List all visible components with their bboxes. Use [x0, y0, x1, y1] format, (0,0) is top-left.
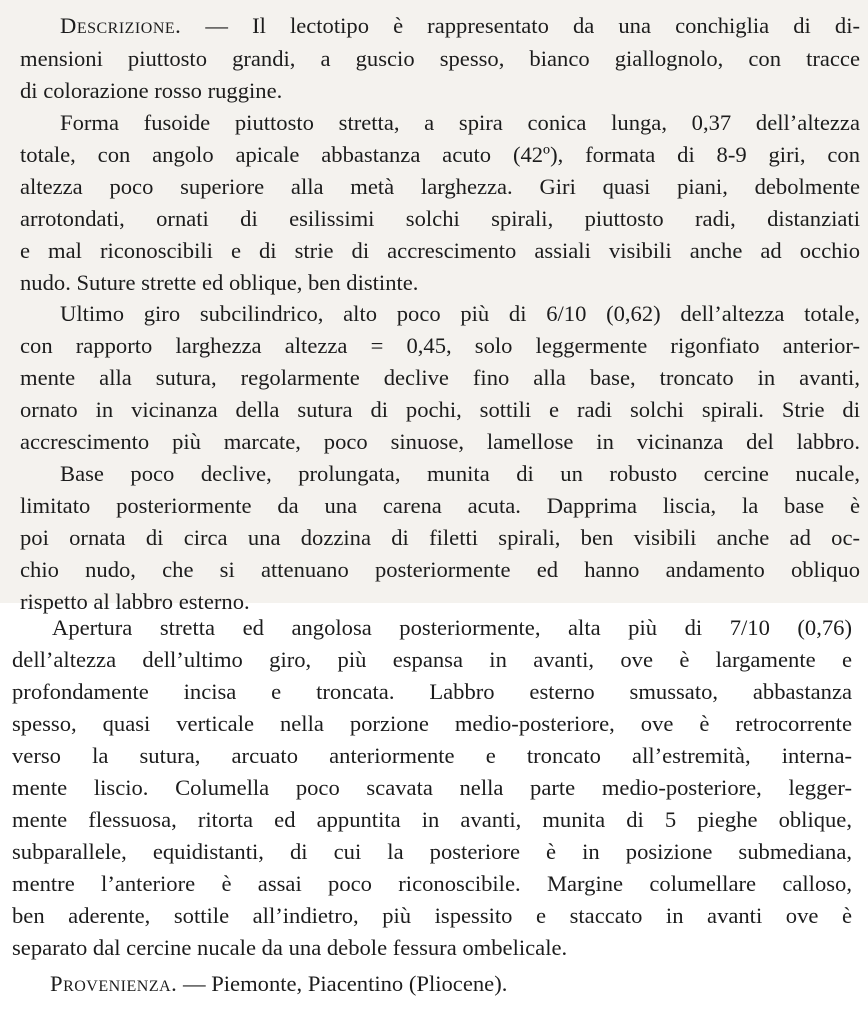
base-line-5: rispetto al labbro esterno. [20, 589, 250, 614]
forma-line-6: nudo. Suture strette ed oblique, ben distinte. [20, 270, 419, 295]
apertura-line-3: profondamente incisa e troncata. Labbro esterno smussato, abbastanza [12, 679, 852, 704]
ultimo-giro-line-2: con rapporto larghezza altezza = 0,45, solo leggermente rigonfiato anterior- [20, 333, 860, 358]
provenienza-heading: Provenienza. [50, 971, 178, 996]
apertura-line-11: separato dal cercine nucale da una debole fessura ombelicale. [12, 935, 568, 960]
apertura-line-9: mentre l’anteriore è assai poco riconoscibile. Margine columellare calloso, [12, 871, 852, 896]
apertura-line-5: verso la sutura, arcuato anteriormente e troncato all’estremità, interna- [12, 743, 852, 768]
ultimo-giro-line-1: Ultimo giro subcilindrico, alto poco più di 6/10 (0,62) dell’altezza totale, [60, 301, 860, 326]
apertura-line-8: subparallele, equidistanti, di cui la posteriore è in posizione submediana, [12, 839, 852, 864]
apertura-line-7: mente flessuosa, ritorta ed appuntita in avanti, munita di 5 pieghe oblique, [12, 807, 852, 832]
apertura-line-6: mente liscio. Columella poco scavata nella parte medio-posteriore, legger- [12, 775, 852, 800]
base-line-2: limitato posteriormente da una carena acuta. Dapprima liscia, la base è [20, 493, 860, 518]
apertura-line-4: spesso, quasi verticale nella porzione medio-posteriore, ove è retrocorrente [12, 711, 852, 736]
descrizione-line-3: di colorazione rosso ruggine. [20, 78, 283, 103]
provenienza-line: Provenienza. — Piemonte, Piacentino (Pliocene). [50, 971, 508, 996]
ultimo-giro-line-5: accrescimento più marcate, poco sinuose, lamellose in vicinanza del labbro. [20, 429, 860, 454]
apertura-line-2: dell’altezza dell’ultimo giro, più espansa in avanti, ove è largamente e [12, 647, 852, 672]
descrizione-line-1: Descrizione. — Il lectotipo è rappresentato da una conchiglia di di- [60, 13, 861, 38]
forma-line-5: e mal riconoscibili e di strie di accrescimento assiali visibili anche ad occhio [20, 238, 860, 263]
ultimo-giro-line-3: mente alla sutura, regolarmente declive fino alla base, troncato in avanti, [20, 365, 860, 390]
apertura-line-10: ben aderente, sottile all’indietro, più ispessito e staccato in avanti ove è [12, 903, 852, 928]
provenienza-text: Piemonte, Piacentino (Pliocene). [211, 971, 508, 996]
forma-line-3: altezza poco superiore alla metà larghezza. Giri quasi piani, debolmente [20, 174, 860, 199]
ultimo-giro-line-4: ornato in vicinanza della sutura di pochi, sottili e radi solchi spirali. Strie di [20, 397, 860, 422]
descrizione-heading: Descrizione. [60, 13, 182, 38]
base-line-4: chio nudo, che si attenuano posteriormente ed hanno andamento obliquo [20, 557, 860, 582]
forma-line-4: arrotondati, ornati di esilissimi solchi spirali, piuttosto radi, distanziati [20, 206, 860, 231]
descrizione-line-2: mensioni piuttosto grandi, a guscio spesso, bianco giallognolo, con tracce [20, 46, 860, 71]
forma-line-1: Forma fusoide piuttosto stretta, a spira conica lunga, 0,37 dell’altezza [60, 110, 860, 135]
apertura-line-1: Apertura stretta ed angolosa posteriormente, alta più di 7/10 (0,76) [52, 615, 852, 640]
forma-line-2: totale, con angolo apicale abbastanza acuto (42º), formata di 8-9 giri, con [20, 142, 860, 167]
base-line-1: Base poco declive, prolungata, munita di un robusto cercine nucale, [60, 461, 860, 486]
base-line-3: poi ornata di circa una dozzina di filetti spirali, ben visibili anche ad oc- [20, 525, 860, 550]
